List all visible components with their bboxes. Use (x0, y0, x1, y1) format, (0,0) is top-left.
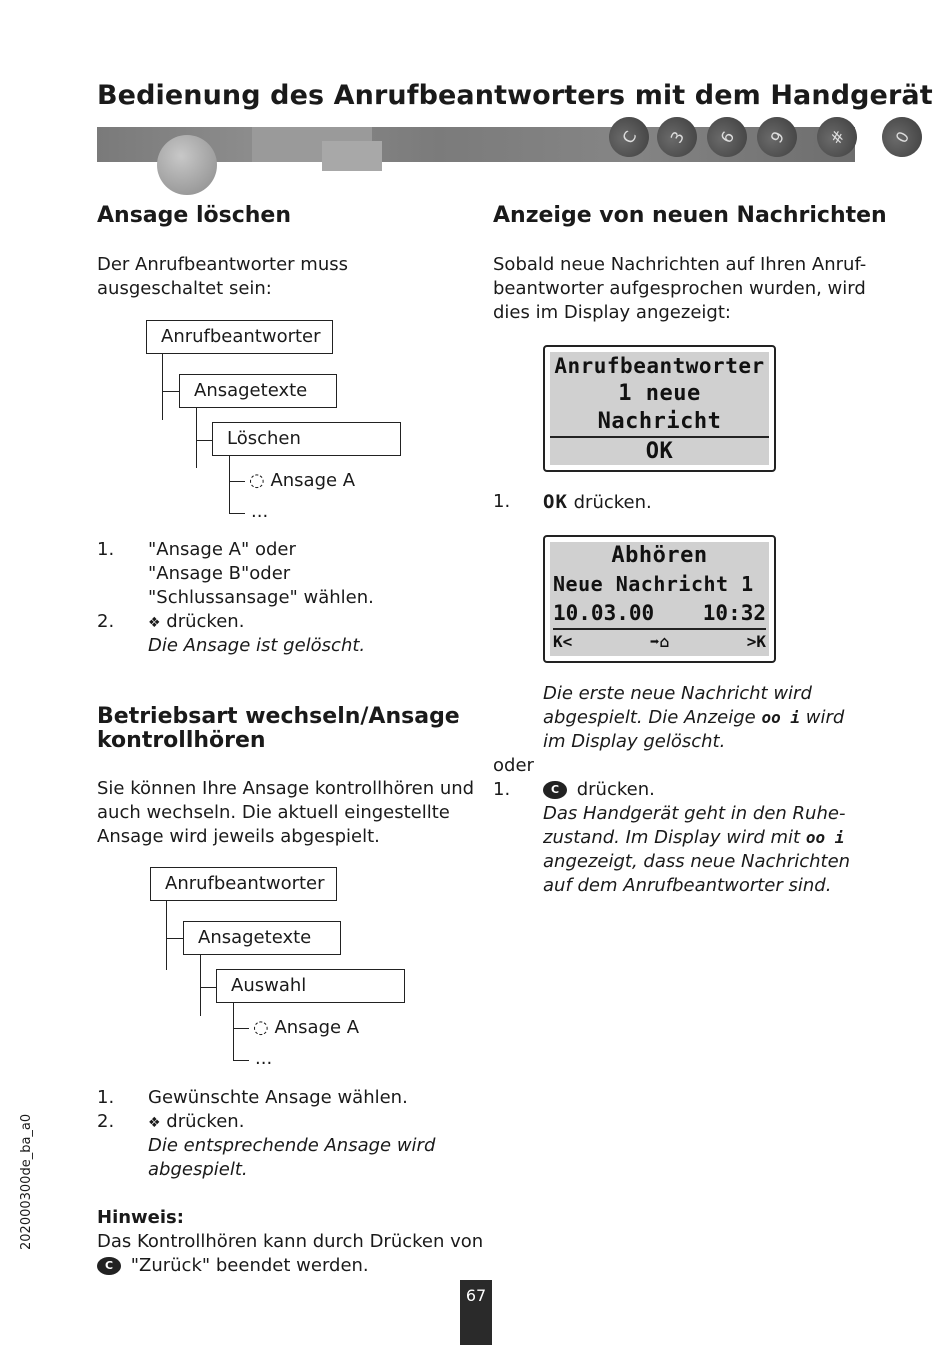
step-result: Die entsprechende Ansage wird (148, 1135, 436, 1156)
step-text (543, 778, 655, 802)
step-result: Die Ansage ist gelöscht. (148, 635, 366, 656)
nav-key-icon: ❖ (148, 615, 161, 631)
step-text: "Ansage A" oder (148, 539, 296, 560)
step-number: 1. (97, 1087, 115, 1108)
menu-node-ansagetexte: Ansagetexte (179, 374, 337, 408)
idle-result-text: zustand. Im Display wird mit (543, 827, 801, 848)
step-text (148, 610, 244, 635)
tree-line (200, 987, 216, 988)
lcd-line: Abhören (611, 543, 708, 568)
step-number: 1. (97, 539, 115, 560)
lcd-screen (550, 352, 769, 465)
menu-node-anrufbeantworter: Anrufbeantworter (146, 320, 333, 354)
section-heading-mode-2: kontrollhören (97, 728, 266, 753)
playback-result: im Display gelöscht. (543, 731, 726, 752)
lcd-time: 10:32 (702, 601, 766, 625)
menu-node-loeschen: Löschen (212, 422, 401, 456)
lcd-datetime (553, 598, 766, 628)
tree-line (196, 408, 197, 468)
radio-circle-icon: ◌ (249, 470, 265, 491)
tree-line (233, 1060, 249, 1061)
step-text (148, 1110, 244, 1135)
step-text (543, 490, 652, 515)
phone-display-image (322, 141, 382, 171)
keypad-key-c: C (602, 110, 657, 165)
lcd-screen (550, 542, 769, 656)
display-playback (543, 535, 776, 663)
section-heading-mode: Betriebsart wechseln/Ansage (97, 704, 460, 729)
step-number: 1. (493, 491, 511, 512)
step-text-label: drücken. (573, 492, 652, 513)
tree-line (229, 513, 245, 514)
menu-node-ansagetexte: Ansagetexte (183, 921, 341, 955)
tree-line (229, 456, 230, 514)
phone-button-image (157, 135, 217, 195)
ok-key-icon: OK (543, 491, 568, 513)
playback-result: Die erste neue Nachricht wird (543, 683, 812, 704)
document-code: 202000300de_ba_a0 (19, 1113, 34, 1250)
lcd-softkey-ok: OK (645, 439, 674, 464)
keypad-key-3: 3 (650, 110, 705, 165)
lcd-line: Neue Nachricht 1 (553, 572, 754, 596)
keypad-key-9: 9 (750, 110, 805, 165)
menu-node-ansage-a (253, 1016, 359, 1040)
step-number: 2. (97, 1111, 115, 1132)
forward-to-mailbox-icon: ➡⌂ (649, 632, 670, 651)
page-number: 67 (460, 1280, 492, 1345)
step-text: Gewünschte Ansage wählen. (148, 1087, 408, 1108)
step-result: abgespielt. (148, 1159, 248, 1180)
playback-result-text: wird (805, 707, 845, 728)
new-message-indicator-icon: oo i (805, 828, 845, 847)
menu-node-ansage-a-label: Ansage A (270, 470, 356, 491)
delete-intro: Der Anrufbeantworter muss ausgeschaltet sein: (97, 254, 349, 299)
or-label: oder (493, 755, 534, 776)
hint-text-2 (97, 1254, 369, 1278)
step-text: "Ansage B"oder (148, 563, 291, 584)
idle-result: Das Handgerät geht in den Ruhe- (543, 803, 846, 824)
keypad-key-0: 0 (875, 110, 930, 165)
tree-line (166, 901, 167, 970)
step-text-label: drücken. (576, 779, 655, 800)
menu-node-more: ... (251, 501, 269, 522)
lcd-line: Anrufbeantworter (554, 354, 765, 378)
lcd-line: Nachricht (597, 409, 722, 434)
keypad-key-hash: # (810, 110, 865, 165)
step-text-label: drücken. (166, 611, 245, 632)
page-title: Bedienung des Anrufbeantworters mit dem Handgerät (97, 80, 933, 111)
lcd-line: 1 neue (618, 381, 701, 406)
step-text: "Schlussansage" wählen. (148, 587, 374, 608)
step-number: 1. (493, 779, 511, 800)
skip-back-icon: K< (553, 632, 573, 651)
phone-keypad-banner (97, 126, 913, 162)
tree-line (229, 481, 245, 482)
mode-paragraph: auch wechseln. Die aktuell eingestellte (97, 802, 450, 823)
section-heading-delete: Ansage löschen (97, 203, 291, 228)
menu-node-auswahl: Auswahl (216, 969, 405, 1003)
c-key-icon: C (97, 1257, 121, 1275)
playback-result-2 (543, 706, 844, 730)
section-heading-new-messages: Anzeige von neuen Nachrichten (493, 203, 887, 228)
radio-circle-icon: ◌ (253, 1017, 269, 1038)
tree-line (196, 440, 212, 441)
mode-paragraph: Ansage wird jeweils abgespielt. (97, 826, 380, 847)
hint-text-label: "Zurück" beendet werden. (130, 1255, 369, 1276)
c-key-icon: C (543, 781, 567, 799)
new-message-indicator-icon: oo i (761, 708, 801, 727)
step-number: 2. (97, 611, 115, 632)
new-messages-paragraph: dies im Display angezeigt: (493, 302, 731, 323)
skip-forward-icon: >K (746, 632, 766, 651)
mode-paragraph: Sie können Ihre Ansage kontrollhören und (97, 778, 475, 799)
step-text-label: drücken. (166, 1111, 245, 1132)
tree-line (166, 938, 183, 939)
tree-line (162, 354, 163, 420)
menu-node-ansage-a (249, 469, 355, 493)
menu-node-more: ... (255, 1048, 273, 1069)
new-messages-paragraph: Sobald neue Nachrichten auf Ihren Anruf- (493, 254, 867, 275)
tree-line (233, 1028, 249, 1029)
idle-result: auf dem Anrufbeantworter sind. (543, 875, 832, 896)
playback-result-text: abgespielt. Die Anzeige (543, 707, 756, 728)
nav-key-icon: ❖ (148, 1115, 161, 1131)
menu-node-anrufbeantworter: Anrufbeantworter (150, 867, 337, 901)
tree-line (162, 391, 179, 392)
lcd-date: 10.03.00 (553, 601, 655, 625)
idle-result: angezeigt, dass neue Nachrichten (543, 851, 851, 872)
lcd-softkeys (553, 630, 766, 654)
new-messages-paragraph: beantworter aufgesprochen wurden, wird (493, 278, 866, 299)
tree-line (200, 955, 201, 1016)
hint-text: Das Kontrollhören kann durch Drücken von (97, 1231, 484, 1252)
tree-line (233, 1003, 234, 1061)
keypad-key-6: 6 (700, 110, 755, 165)
hint-label: Hinweis: (97, 1207, 184, 1228)
menu-node-ansage-a-label: Ansage A (274, 1017, 360, 1038)
display-new-message (543, 345, 776, 472)
idle-result-2 (543, 826, 844, 850)
